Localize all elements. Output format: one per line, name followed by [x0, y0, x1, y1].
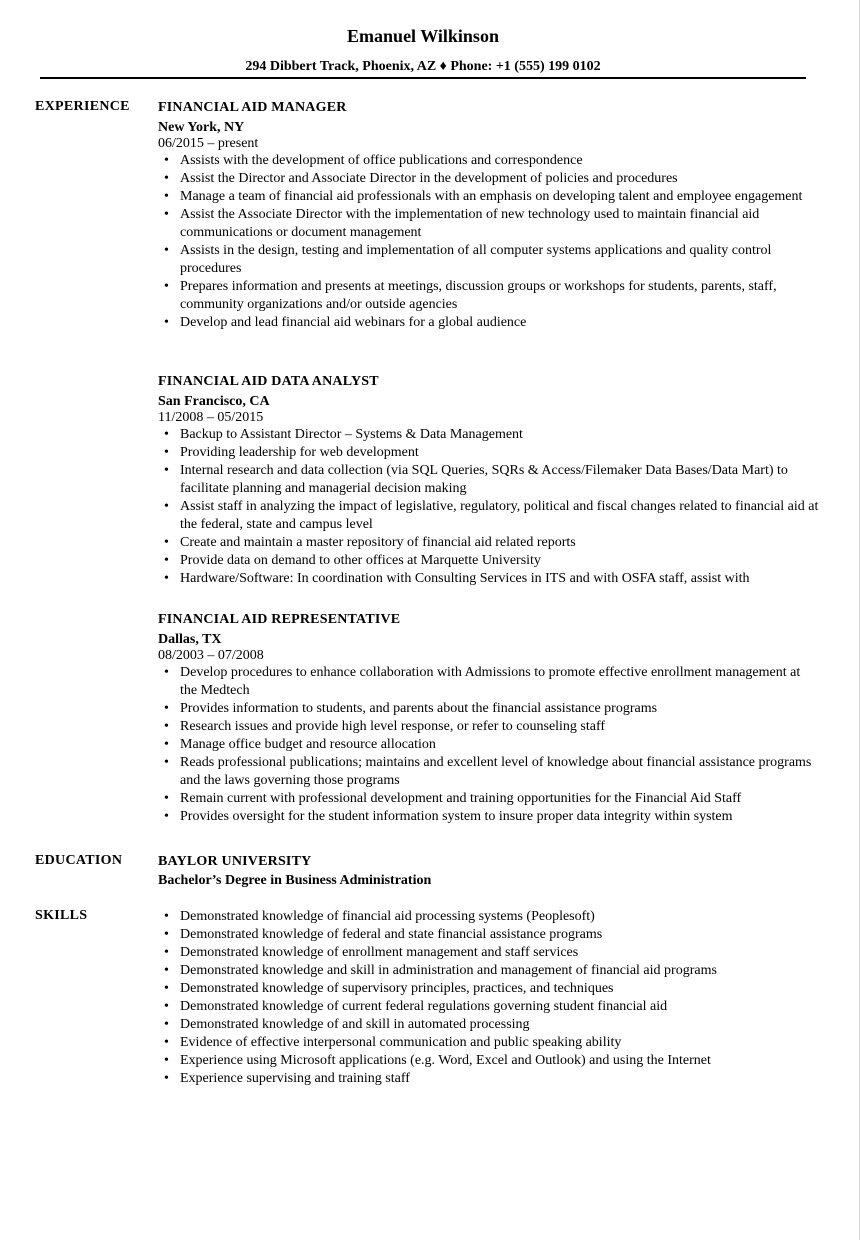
duty-item: • Manage office budget and resource allocation	[158, 736, 820, 754]
job-duties	[158, 664, 818, 826]
school-name: BAYLOR UNIVERSITY	[158, 854, 312, 869]
skill-item: • Demonstrated knowledge of current federal regulations governing student financial aid	[158, 998, 820, 1016]
skill-item: • Demonstrated knowledge of federal and state financial assistance programs	[158, 926, 820, 944]
duty-item: • Provides oversight for the student information system to insure proper data integrity within system	[158, 808, 820, 826]
duty-item: • Reads professional publications; maintains and excellent level of knowledge about financial assistance programs and the laws governing those programs	[158, 754, 820, 790]
duty-item: • Assists with the development of office publications and correspondence	[158, 152, 820, 170]
duty-item: • Assist the Director and Associate Director in the development of policies and procedures	[158, 170, 820, 188]
job-location: Dallas, TX	[158, 632, 222, 647]
skill-item: • Demonstrated knowledge of financial aid processing systems (Peoplesoft)	[158, 908, 820, 926]
duty-item: • Internal research and data collection (via SQL Queries, SQRs & Access/Filemaker Data Bases/Data Mart) to facilitate planning and managerial decision making	[158, 462, 820, 498]
education-entry	[158, 853, 431, 891]
job-entry	[158, 611, 818, 826]
job-dates: 08/2003 – 07/2008	[158, 648, 264, 663]
job-dates: 11/2008 – 05/2015	[158, 410, 264, 425]
duty-item: • Assist staff in analyzing the impact of legislative, regulatory, political and fiscal changes related to financial aid at the federal, state and campus level	[158, 498, 820, 534]
duty-item: • Remain current with professional development and training opportunities for the Financial Aid Staff	[158, 790, 820, 808]
duty-item: • Providing leadership for web development	[158, 444, 820, 462]
contact-line: 294 Dibbert Track, Phoenix, AZ ♦ Phone: +1 (555) 199 0102	[245, 59, 601, 74]
skill-item: • Demonstrated knowledge of and skill in automated processing	[158, 1016, 820, 1034]
duty-item: • Provides information to students, and parents about the financial assistance programs	[158, 700, 820, 718]
job-duties	[158, 152, 818, 332]
duty-item: • Develop procedures to enhance collaboration with Admissions to promote effective enrollment management at the Medtech	[158, 664, 820, 700]
header-divider	[40, 77, 806, 79]
skill-item: • Demonstrated knowledge of supervisory principles, practices, and techniques	[158, 980, 820, 998]
duty-item: • Develop and lead financial aid webinars for a global audience	[158, 314, 820, 332]
job-title: FINANCIAL AID MANAGER	[158, 100, 347, 115]
skills-heading: SKILLS	[35, 908, 88, 923]
duty-item: • Manage a team of financial aid professionals with an emphasis on developing talent and employee engagement	[158, 188, 820, 206]
skills-list	[158, 908, 820, 1088]
skill-item: • Experience supervising and training staff	[158, 1070, 820, 1088]
job-entry	[158, 99, 818, 332]
skill-item: • Experience using Microsoft applications (e.g. Word, Excel and Outlook) and using the Internet	[158, 1052, 820, 1070]
skills-list-wrapper	[158, 908, 820, 1088]
duty-item: • Assist the Associate Director with the implementation of new technology used to maintain financial aid communications or document management	[158, 206, 820, 242]
duty-item: • Assists in the design, testing and implementation of all computer systems applications and quality control procedures	[158, 242, 820, 278]
job-title: FINANCIAL AID REPRESENTATIVE	[158, 612, 401, 627]
job-duties	[158, 426, 818, 588]
duty-item: • Create and maintain a master repository of financial aid related reports	[158, 534, 820, 552]
skill-item: • Evidence of effective interpersonal communication and public speaking ability	[158, 1034, 820, 1052]
duty-item: • Backup to Assistant Director – Systems & Data Management	[158, 426, 820, 444]
education-heading: EDUCATION	[35, 853, 123, 868]
job-location: New York, NY	[158, 120, 245, 135]
candidate-name: Emanuel Wilkinson	[347, 26, 499, 46]
duty-item: • Provide data on demand to other offices at Marquette University	[158, 552, 820, 570]
job-entry	[158, 373, 818, 588]
job-dates: 06/2015 – present	[158, 136, 259, 151]
duty-item: • Hardware/Software: In coordination with Consulting Services in ITS and with OSFA staff, assist with	[158, 570, 820, 588]
degree: Bachelor’s Degree in Business Administration	[158, 873, 432, 888]
duty-item: • Prepares information and presents at meetings, discussion groups or workshops for students, parents, staff, community organizations and/or outside agencies	[158, 278, 820, 314]
experience-heading: EXPERIENCE	[35, 99, 130, 114]
skill-item: • Demonstrated knowledge and skill in administration and management of financial aid programs	[158, 962, 820, 980]
job-title: FINANCIAL AID DATA ANALYST	[158, 374, 379, 389]
skill-item: • Demonstrated knowledge of enrollment management and staff services	[158, 944, 820, 962]
duty-item: • Research issues and provide high level response, or refer to counseling staff	[158, 718, 820, 736]
job-location: San Francisco, CA	[158, 394, 270, 409]
